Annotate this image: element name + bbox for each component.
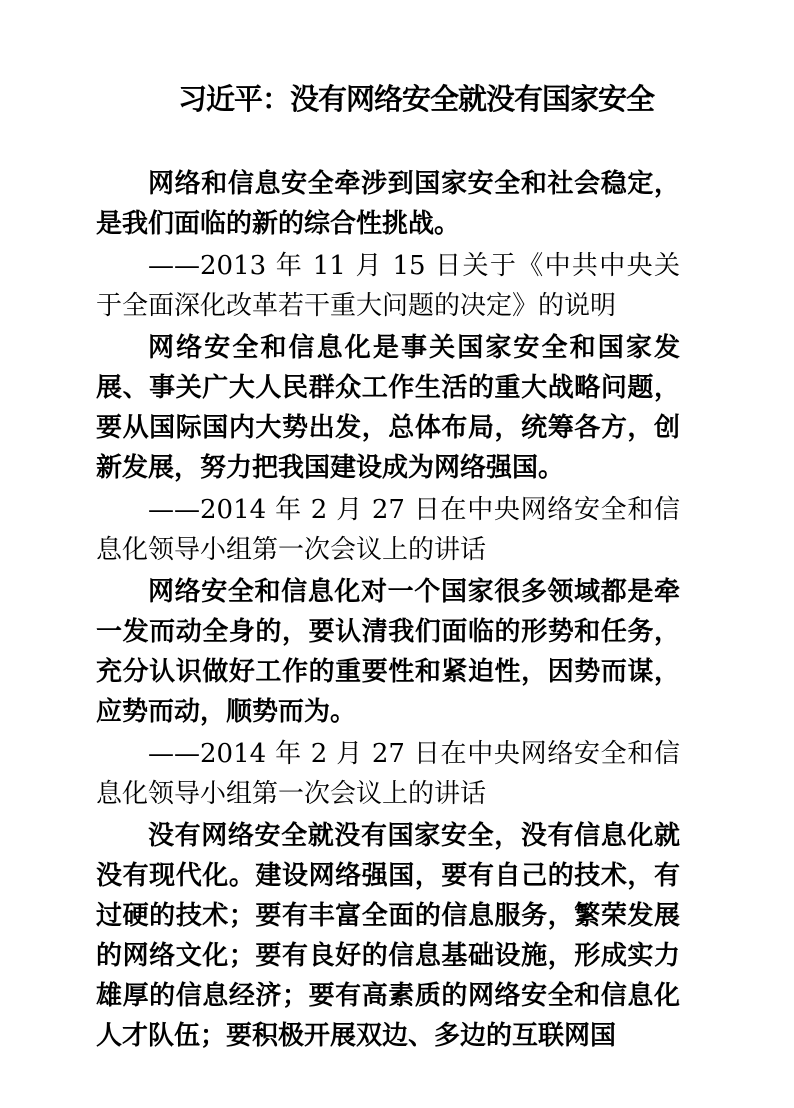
document-body bbox=[96, 164, 680, 1056]
quote-paragraph: 网络安全和信息化是事关国家安全和国家发展、事关广大人民群众工作生活的重大战略问题，要从国际国内大势出发，总体布局，统筹各方，创新发展，努力把我国建设成为网络强国。 bbox=[96, 333, 680, 483]
quote-paragraph: 没有网络安全就没有国家安全，没有信息化就没有现代化。建设网络强国，要有自己的技术，有过硬的技术；要有丰富全面的信息服务，繁荣发展的网络文化；要有良好的信息基础设施，形成实力雄厚的信息经济；要有高素质的网络安全和信息化人才队伍；要积极开展双边、多边的互联网国 bbox=[96, 821, 680, 1051]
quote-paragraph: 网络安全和信息化对一个国家很多领域都是牵一发而动全身的，要认清我们面临的形势和任务，充分认识做好工作的重要性和紧迫性，因势而谋，应势而动，顺势而为。 bbox=[96, 577, 680, 727]
attribution-paragraph: ——2014 年 2 月 27 日在中央网络安全和信息化领导小组第一次会议上的讲话 bbox=[96, 495, 680, 565]
page-title: 习近平：没有网络安全就没有国家安全 bbox=[178, 82, 655, 116]
attribution-paragraph: ——2013 年 11 月 15 日关于《中共中央关于全面深化改革若干重大问题的决定》的说明 bbox=[96, 251, 680, 321]
quote-paragraph: 网络和信息安全牵涉到国家安全和社会稳定，是我们面临的新的综合性挑战。 bbox=[96, 169, 680, 239]
attribution-paragraph: ——2014 年 2 月 27 日在中央网络安全和信息化领导小组第一次会议上的讲话 bbox=[96, 739, 680, 809]
